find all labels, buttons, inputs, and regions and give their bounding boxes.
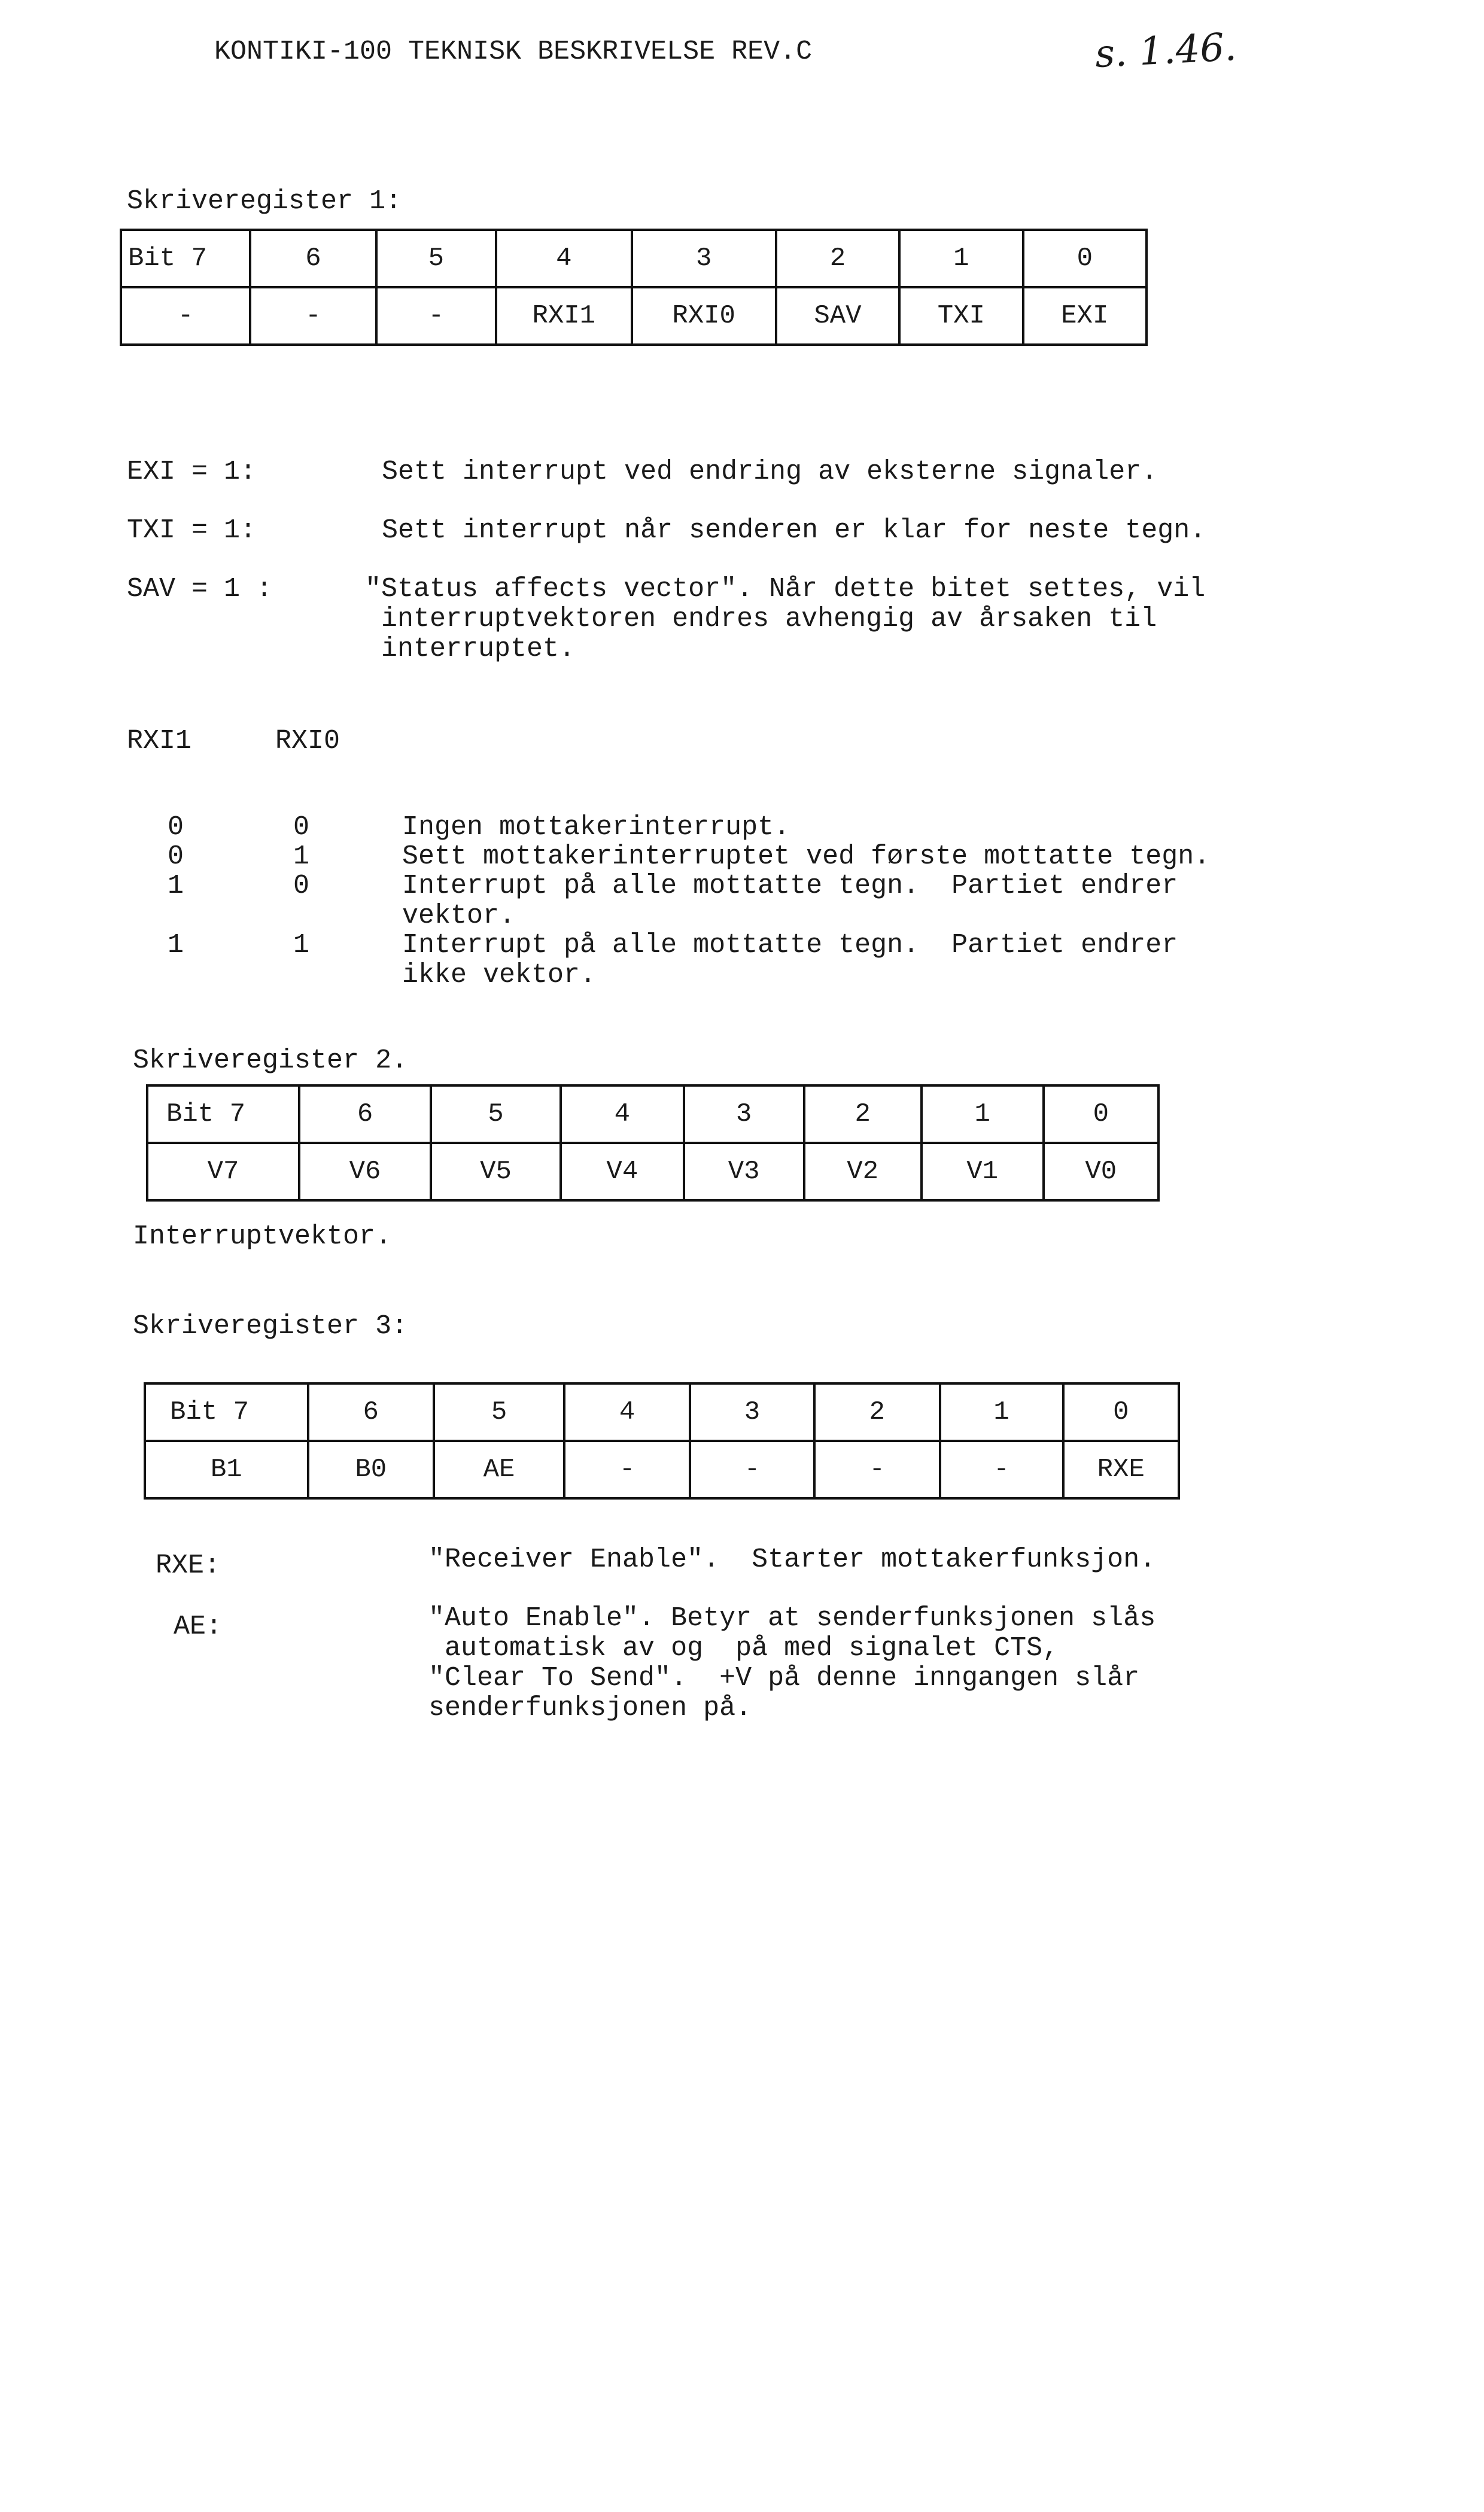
rx-description: Interrupt på alle mottatte tegn. Partiet endrer ikke vektor. <box>402 930 1178 990</box>
rx-value: 1 <box>293 930 310 960</box>
reg3-bit-cell: Bit 7 <box>145 1383 308 1441</box>
reg1-table <box>120 229 1148 346</box>
reg1-value-row <box>121 287 1147 345</box>
def-term: SAV = 1 : <box>127 574 273 604</box>
def-term: AE: <box>174 1611 223 1642</box>
reg1-value-cell: - <box>376 287 496 345</box>
reg1-bit-cell: 2 <box>776 230 899 287</box>
reg1-value-cell: RXI0 <box>632 287 776 345</box>
def-term: RXE: <box>156 1550 221 1581</box>
reg2-value-cell: V4 <box>561 1143 684 1200</box>
reg3-value-cell: RXE <box>1063 1441 1179 1498</box>
reg1-bit-cell: 6 <box>250 230 376 287</box>
reg1-value-cell: TXI <box>899 287 1023 345</box>
rx-header: RXI1 <box>127 726 192 756</box>
reg3-value-cell: - <box>690 1441 814 1498</box>
reg2-bit-cell: 5 <box>431 1085 561 1143</box>
def-term: EXI = 1: <box>127 457 257 487</box>
reg3-bit-cell: 1 <box>940 1383 1063 1441</box>
rx-description: Ingen mottakerinterrupt. <box>402 812 790 843</box>
reg3-value-cell: - <box>814 1441 940 1498</box>
reg2-value-cell: V3 <box>684 1143 804 1200</box>
reg1-heading: Skriveregister 1: <box>127 186 402 217</box>
reg3-heading: Skriveregister 3: <box>133 1311 408 1342</box>
reg3-value-cell: AE <box>434 1441 564 1498</box>
reg1-value-cell: - <box>121 287 250 345</box>
document-title: KONTIKI-100 TEKNISK BESKRIVELSE REV.C <box>214 37 813 67</box>
rx-value: 1 <box>293 841 310 872</box>
reg3-bit-cell: 4 <box>564 1383 690 1441</box>
reg2-value-cell: V1 <box>922 1143 1044 1200</box>
rx-description: Interrupt på alle mottatte tegn. Partiet endrer vektor. <box>402 871 1178 931</box>
reg1-bit-cell: 0 <box>1023 230 1147 287</box>
rx-value: 0 <box>293 871 310 901</box>
reg1-bit-cell: 3 <box>632 230 776 287</box>
reg1-value-cell: SAV <box>776 287 899 345</box>
reg2-value-cell: V5 <box>431 1143 561 1200</box>
rx-value: 1 <box>168 930 184 960</box>
def-term: TXI = 1: <box>127 515 257 546</box>
reg2-bit-cell: 1 <box>922 1085 1044 1143</box>
reg1-value-cell: - <box>250 287 376 345</box>
reg3-value-cell: - <box>940 1441 1063 1498</box>
reg3-bit-cell: 0 <box>1063 1383 1179 1441</box>
def-desc: "Receiver Enable". Starter mottakerfunksjon. <box>428 1544 1156 1575</box>
reg1-bit-cell: 5 <box>376 230 496 287</box>
rx-description: Sett mottakerinterruptet ved første mottatte tegn. <box>402 841 1211 872</box>
reg3-table <box>144 1382 1180 1500</box>
reg2-value-cell: V7 <box>147 1143 299 1200</box>
reg2-bit-cell: Bit 7 <box>147 1085 299 1143</box>
def-desc: Sett interrupt ved endring av eksterne signaler. <box>382 457 1158 487</box>
reg2-heading: Skriveregister 2. <box>133 1045 408 1076</box>
reg2-value-row <box>147 1143 1158 1200</box>
rx-value: 1 <box>168 871 184 901</box>
reg1-value-cell: EXI <box>1023 287 1147 345</box>
def-desc: Sett interrupt når senderen er klar for neste tegn. <box>382 515 1206 546</box>
reg3-value-row <box>145 1441 1179 1498</box>
def-desc: "Auto Enable". Betyr at senderfunksjonen slås automatisk av og på med signalet CTS, "Clear To Send". +V på denne inngangen slår senderfunksjonen på. <box>428 1603 1156 1723</box>
handwritten-page-number: s. 1.46. <box>1094 25 1238 77</box>
reg3-bit-cell: 2 <box>814 1383 940 1441</box>
reg2-value-cell: V0 <box>1044 1143 1158 1200</box>
reg3-bit-row <box>145 1383 1179 1441</box>
reg1-bit-cell: 1 <box>899 230 1023 287</box>
reg3-value-cell: - <box>564 1441 690 1498</box>
rx-value: 0 <box>293 812 310 843</box>
reg2-bit-row <box>147 1085 1158 1143</box>
reg2-bit-cell: 6 <box>299 1085 431 1143</box>
rx-header: RXI0 <box>275 726 340 756</box>
reg2-value-cell: V2 <box>804 1143 922 1200</box>
reg2-bit-cell: 2 <box>804 1085 922 1143</box>
reg3-value-cell: B0 <box>308 1441 434 1498</box>
reg2-table <box>146 1084 1160 1202</box>
def-desc: "Status affects vector". Når dette bitet settes, vil interruptvektoren endres avhengig av årsaken til interruptet. <box>365 574 1206 664</box>
reg1-bit-row <box>121 230 1147 287</box>
reg2-value-cell: V6 <box>299 1143 431 1200</box>
reg2-bit-cell: 4 <box>561 1085 684 1143</box>
rx-value: 0 <box>168 841 184 872</box>
reg2-caption: Interruptvektor. <box>133 1221 392 1252</box>
reg1-bit-cell: 4 <box>496 230 632 287</box>
reg1-bit-cell: Bit 7 <box>121 230 250 287</box>
rx-value: 0 <box>168 812 184 843</box>
reg1-value-cell: RXI1 <box>496 287 632 345</box>
reg2-bit-cell: 0 <box>1044 1085 1158 1143</box>
reg3-bit-cell: 5 <box>434 1383 564 1441</box>
reg3-bit-cell: 3 <box>690 1383 814 1441</box>
reg3-value-cell: B1 <box>145 1441 308 1498</box>
reg2-bit-cell: 3 <box>684 1085 804 1143</box>
reg3-bit-cell: 6 <box>308 1383 434 1441</box>
